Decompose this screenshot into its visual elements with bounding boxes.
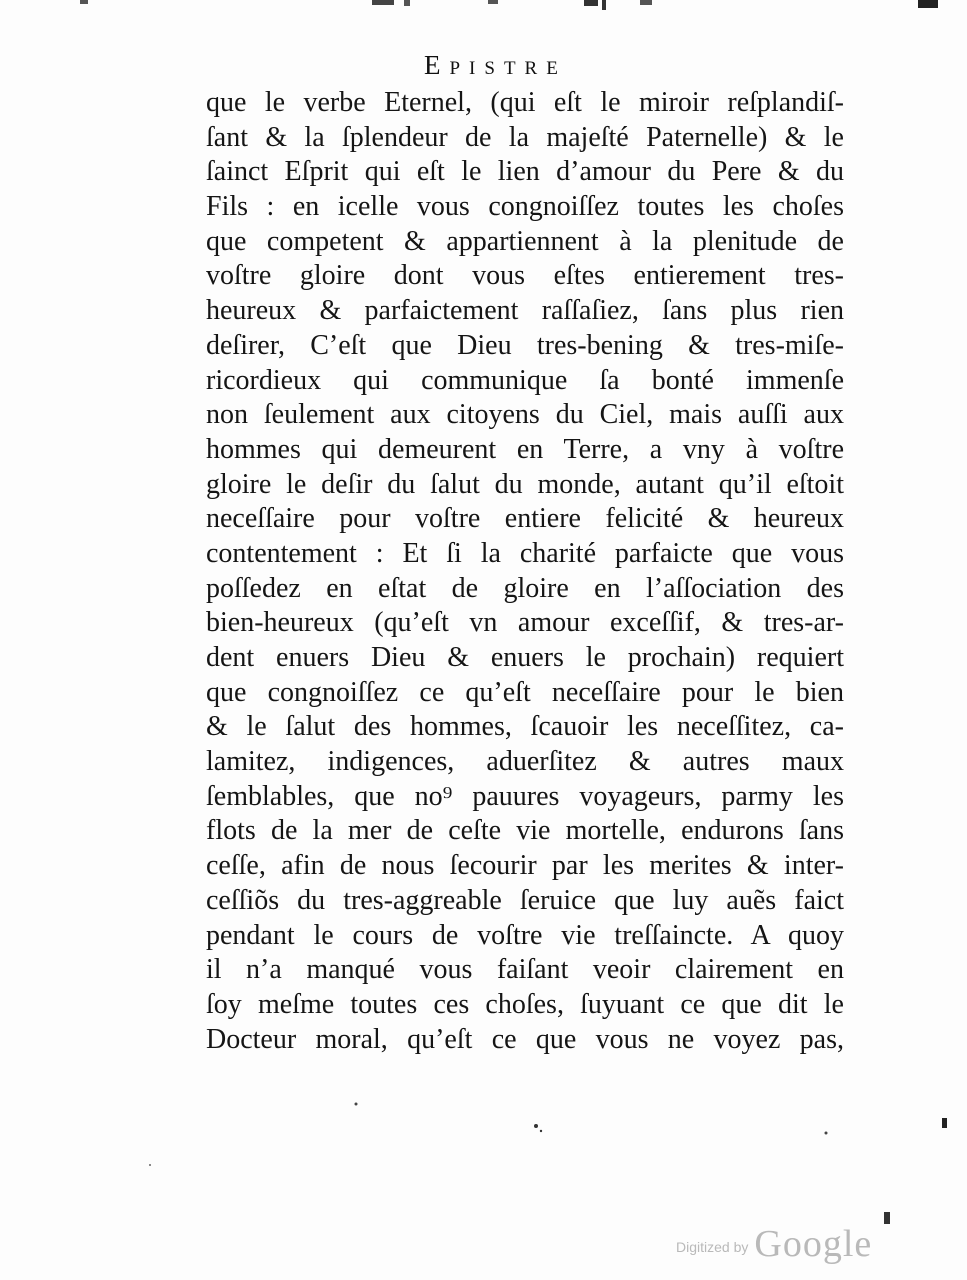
text-line: deſirer, C’eſt que Dieu tres-bening & tres-miſe- bbox=[206, 329, 844, 361]
text-line: gloire le deſir du ſalut du monde, autant qu’il eſtoit bbox=[206, 468, 844, 500]
text-line: ceſſe, afin de nous ſecourir par les merites & inter- bbox=[206, 850, 844, 882]
body-text bbox=[206, 86, 844, 1057]
text-line: Docteur moral, qu’eſt ce que vous ne voyez pas, bbox=[206, 1023, 844, 1055]
text-line: ſoy meſme toutes ces choſes, ſuyuant ce que dit le bbox=[206, 988, 844, 1020]
text-line: neceſſaire pour voſtre entiere felicité & heureux bbox=[206, 503, 844, 535]
text-line: contentement : Et ſi la charité parfaicte que vous bbox=[206, 537, 844, 569]
text-line: flots de la mer de ceſte vie mortelle, endurons ſans bbox=[206, 815, 844, 847]
text-line: que congnoiſſez ce qu’eſt neceſſaire pour le bien bbox=[206, 676, 844, 708]
text-line: heureux & parfaictement raſſaſiez, ſans plus rien bbox=[206, 295, 844, 327]
digitized-watermark bbox=[676, 1222, 872, 1266]
text-line: ſainct Eſprit qui eſt le lien d’amour du Pere & du bbox=[206, 156, 844, 188]
text-line: poſſedez en eſtat de gloire en l’aſſociation des bbox=[206, 572, 844, 604]
text-line: bien-heureux (qu’eſt vn amour exceſſif, & tres-ar- bbox=[206, 607, 844, 639]
text-line: lamitez, indigences, aduerſitez & autres maux bbox=[206, 746, 844, 778]
top-edge-marks bbox=[0, 0, 967, 14]
text-line: que le verbe Eternel, (qui eſt le miroir reſplandiſ- bbox=[206, 87, 844, 118]
text-line: que competent & appartiennent à la plenitude de bbox=[206, 225, 844, 257]
text-line: ceſſiõs du tres-aggreable ſeruice que luy auẽs faict bbox=[206, 884, 844, 916]
text-line: Fils : en icelle vous congnoiſſez toutes les choſes bbox=[206, 191, 844, 223]
text-line: pendant le cours de voſtre vie treſſaincte. A quoy bbox=[206, 919, 844, 951]
text-line: ſemblables, que no⁹ pauures voyageurs, parmy les bbox=[206, 780, 844, 812]
text-line: il n’a manqué vous faiſant veoir clairement en bbox=[206, 954, 844, 986]
text-line: ricordieux qui communique ſa bonté immenſe bbox=[206, 364, 844, 396]
google-logo: Google bbox=[754, 1223, 873, 1265]
text-line: voſtre gloire dont vous eſtes entierement tres- bbox=[206, 260, 844, 292]
text-line: & le ſalut des hommes, ſcauoir les neceſſitez, ca- bbox=[206, 711, 844, 743]
running-head: Epistre bbox=[424, 50, 567, 80]
text-line: ſant & la ſplendeur de la majeſté Paternelle) & le bbox=[206, 121, 844, 153]
watermark-prefix: Digitized by bbox=[676, 1239, 749, 1255]
text-line: hommes qui demeurent en Terre, a vny à voſtre bbox=[206, 433, 844, 465]
text-line: non ſeulement aux citoyens du Ciel, mais auſſi aux bbox=[206, 399, 844, 431]
text-line: dent enuers Dieu & enuers le prochain) requiert bbox=[206, 642, 844, 673]
